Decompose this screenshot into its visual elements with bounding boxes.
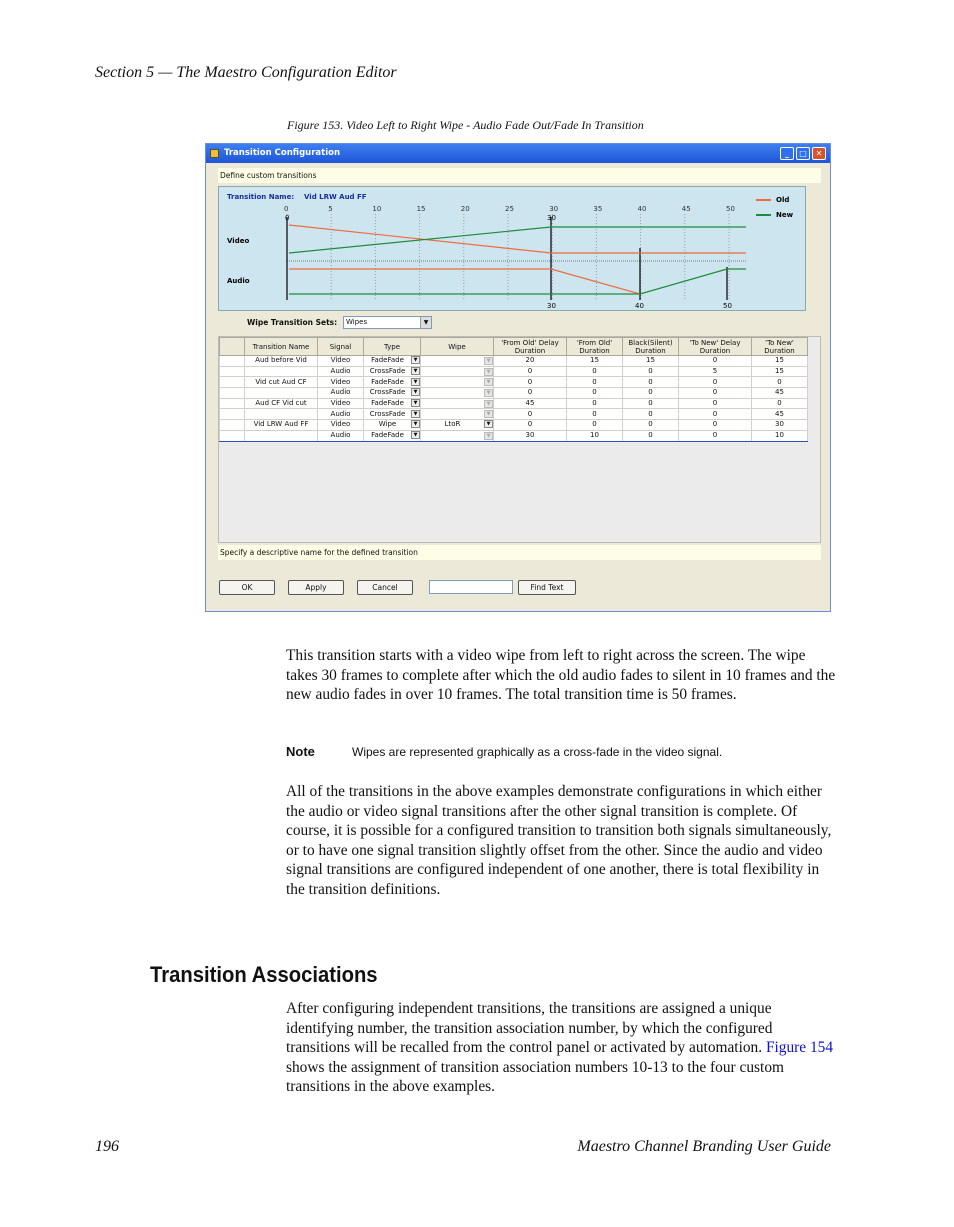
cell-black-duration-value: 0 — [648, 431, 653, 440]
cell-to-new-duration[interactable] — [752, 366, 808, 377]
cell-signal-value: Video — [330, 377, 351, 386]
type-dropdown-icon[interactable]: ▼ — [411, 420, 420, 428]
audio-new-line — [289, 269, 746, 294]
cell-type-value: CrossFade — [369, 409, 406, 418]
cell-wipe[interactable] — [421, 377, 494, 388]
cell-to-new-duration[interactable] — [752, 409, 808, 420]
cell-type-value: FadeFade — [371, 399, 404, 408]
cell-black-duration-value: 0 — [648, 377, 653, 386]
cell-signal[interactable] — [318, 366, 364, 377]
status-text: Specify a descriptive name for the defined transition — [218, 545, 821, 560]
minimize-icon[interactable]: _ — [780, 147, 794, 160]
table-row[interactable] — [220, 356, 808, 367]
cell-from-old-delay[interactable] — [494, 420, 567, 431]
cell-type[interactable] — [364, 409, 421, 420]
cell-from-old-delay[interactable] — [494, 366, 567, 377]
cell-black-duration-value: 0 — [648, 399, 653, 408]
find-text-button[interactable]: Find Text — [518, 580, 576, 595]
wipe-sets-label: Wipe Transition Sets: — [247, 318, 338, 327]
row-header[interactable] — [220, 420, 245, 431]
cell-from-old-delay-value: 20 — [525, 356, 535, 365]
cell-transition-name[interactable] — [245, 356, 318, 367]
cell-from-old-delay-value: 0 — [527, 409, 533, 418]
table-row[interactable] — [220, 430, 808, 441]
cell-to-new-duration-value: 45 — [775, 409, 784, 418]
wipe-dropdown-icon[interactable]: ▼ — [484, 400, 493, 408]
header-from-old-duration[interactable]: 'From Old' Duration — [567, 338, 623, 356]
cell-to-new-duration[interactable] — [752, 398, 808, 409]
wipe-dropdown-icon[interactable]: ▼ — [484, 420, 493, 428]
cell-type[interactable] — [364, 420, 421, 431]
cell-to-new-delay[interactable] — [679, 388, 752, 399]
maximize-icon[interactable]: □ — [796, 147, 810, 160]
cell-from-old-duration-value: 0 — [592, 409, 597, 418]
cell-black-duration[interactable] — [623, 377, 679, 388]
cell-black-duration[interactable] — [623, 366, 679, 377]
cancel-button[interactable]: Cancel — [357, 580, 413, 595]
cell-to-new-duration-value: 15 — [775, 367, 784, 376]
tick-label-0: 0 — [284, 205, 289, 213]
app-icon — [210, 149, 219, 158]
cell-black-duration-value: 0 — [648, 420, 653, 429]
paragraph-3-text-a: After configuring independent transitions, the transitions are assigned a unique identifying number, the transition association number, by which the configured transitions will be recalled from the control panel or activated by automation. — [286, 1000, 773, 1057]
chart-name-value: Vid LRW Aud FF — [304, 193, 367, 201]
cell-signal[interactable] — [318, 430, 364, 441]
cell-type[interactable] — [364, 366, 421, 377]
apply-button[interactable]: Apply — [288, 580, 344, 595]
tick-label-20: 20 — [460, 205, 470, 213]
cell-to-new-duration[interactable] — [752, 388, 808, 399]
tick-label-40: 40 — [637, 205, 647, 213]
ok-button[interactable]: OK — [219, 580, 275, 595]
row-header[interactable] — [220, 430, 245, 441]
cell-to-new-delay-value: 0 — [712, 399, 718, 408]
paragraph-3-text-b: shows the assignment of transition association numbers 10-13 to the four custom transitions in the above examples. — [286, 1058, 784, 1096]
cell-black-duration[interactable] — [623, 409, 679, 420]
cell-from-old-delay-value: 0 — [527, 388, 533, 397]
page-number: 196 — [95, 1138, 119, 1155]
cell-to-new-delay[interactable] — [679, 366, 752, 377]
row-header-corner — [220, 338, 245, 356]
cell-wipe[interactable] — [421, 430, 494, 441]
cell-to-new-duration-value: 30 — [775, 420, 784, 429]
marker-top-30: 30 — [547, 214, 556, 222]
header-to-new-delay[interactable]: 'To New' Delay Duration — [679, 338, 752, 356]
header-from-old-delay[interactable]: 'From Old' Delay Duration — [494, 338, 567, 356]
cell-signal[interactable] — [318, 356, 364, 367]
header-black-duration[interactable]: Black(Silent) Duration — [623, 338, 679, 356]
transition-configuration-window — [205, 143, 831, 612]
cell-from-old-delay[interactable] — [494, 409, 567, 420]
cell-from-old-delay[interactable] — [494, 388, 567, 399]
define-label: Define custom transitions — [218, 168, 821, 183]
cell-to-new-duration[interactable] — [752, 356, 808, 367]
figure-154-link[interactable]: Figure 154 — [765, 1039, 834, 1057]
marker-bottom-40: 40 — [635, 302, 644, 310]
cell-from-old-delay-value: 30 — [525, 431, 535, 440]
cell-from-old-delay-value: 0 — [527, 420, 533, 429]
close-icon[interactable]: ✕ — [812, 147, 826, 160]
tick-label-35: 35 — [593, 205, 603, 213]
footer-title: Maestro Channel Branding User Guide — [577, 1138, 831, 1155]
cell-transition-name[interactable] — [245, 388, 318, 399]
window-title: Transition Configuration — [224, 148, 341, 158]
cell-black-duration-value: 0 — [648, 388, 653, 397]
type-dropdown-icon[interactable]: ▼ — [411, 399, 420, 407]
cell-transition-name[interactable] — [245, 398, 318, 409]
cell-wipe[interactable] — [421, 388, 494, 399]
cell-to-new-delay-value: 0 — [712, 420, 718, 429]
cell-transition-name[interactable] — [245, 409, 318, 420]
cell-transition-name[interactable] — [245, 377, 318, 388]
cell-signal-value: Video — [330, 420, 351, 429]
cell-to-new-delay[interactable] — [679, 377, 752, 388]
cell-to-new-delay-value: 0 — [712, 431, 718, 440]
cell-to-new-delay-value: 0 — [712, 356, 718, 365]
cell-to-new-duration-value: 45 — [775, 388, 784, 397]
cell-from-old-delay-value: 0 — [527, 367, 533, 376]
cell-from-old-delay[interactable] — [494, 430, 567, 441]
chart-name-label: Transition Name: — [227, 193, 295, 201]
transition-grid — [218, 336, 821, 543]
dropdown-arrow-icon[interactable]: ▼ — [420, 317, 431, 328]
table-row[interactable] — [220, 377, 808, 388]
audio-old-line — [289, 269, 640, 294]
note-label: Note — [286, 744, 315, 759]
cell-signal[interactable] — [318, 377, 364, 388]
cell-from-old-delay-value: 0 — [527, 377, 533, 386]
find-text-input[interactable] — [429, 580, 513, 594]
cell-wipe[interactable] — [421, 356, 494, 367]
cell-signal-value: Video — [330, 399, 351, 408]
cell-signal[interactable] — [318, 398, 364, 409]
section-heading: Transition Associations — [150, 962, 378, 987]
cell-from-old-duration[interactable] — [567, 420, 623, 431]
video-row-label: Video — [227, 237, 250, 245]
cell-from-old-duration[interactable] — [567, 356, 623, 367]
cell-to-new-delay[interactable] — [679, 420, 752, 431]
cell-to-new-delay[interactable] — [679, 409, 752, 420]
paragraph-2: All of the transitions in the above examples demonstrate configurations in which either the audio or video signal transitions after the other signal transition is complete. Of course, it is possible for a configured transition to transition both signals simultaneously, or to have one signal transition slightly offset from the other. Since the audio and video signal transitions are configured independent of one another, there is total flexibility in the transition definitions. — [286, 783, 832, 898]
cell-black-duration-value: 0 — [648, 367, 653, 376]
wipe-dropdown-icon[interactable]: ▼ — [484, 432, 493, 440]
cell-signal-value: Audio — [330, 367, 351, 376]
cell-to-new-delay-value: 0 — [712, 388, 718, 397]
note — [286, 744, 722, 759]
cell-to-new-duration-value: 0 — [777, 377, 782, 386]
wipe-dropdown-icon[interactable]: ▼ — [484, 357, 493, 365]
cell-type-value: FadeFade — [371, 431, 404, 440]
cell-transition-name[interactable] — [245, 420, 318, 431]
cell-to-new-delay[interactable] — [679, 356, 752, 367]
row-header[interactable] — [220, 356, 245, 367]
cell-black-duration[interactable] — [623, 356, 679, 367]
cell-from-old-duration-value: 0 — [592, 420, 597, 429]
cell-from-old-duration[interactable] — [567, 388, 623, 399]
paragraph-3 — [286, 999, 836, 1097]
tick-label-10: 10 — [372, 205, 382, 213]
cell-from-old-delay[interactable] — [494, 398, 567, 409]
cell-signal-value: Audio — [330, 431, 351, 440]
header-to-new-duration[interactable]: 'To New' Duration — [752, 338, 808, 356]
cell-to-new-duration-value: 0 — [777, 399, 782, 408]
cell-to-new-delay[interactable] — [679, 398, 752, 409]
type-dropdown-icon[interactable]: ▼ — [411, 388, 420, 396]
cell-type[interactable] — [364, 430, 421, 441]
type-dropdown-icon[interactable]: ▼ — [411, 367, 420, 375]
cell-to-new-delay-value: 0 — [712, 377, 718, 386]
header-type[interactable]: Type — [364, 338, 421, 356]
cell-type[interactable] — [364, 388, 421, 399]
cell-transition-name[interactable] — [245, 366, 318, 377]
cell-wipe[interactable] — [421, 366, 494, 377]
cell-signal[interactable] — [318, 409, 364, 420]
cell-wipe[interactable] — [421, 409, 494, 420]
cell-transition-name-value: Vid cut Aud CF — [255, 377, 307, 386]
title-bar — [206, 144, 830, 163]
table-row[interactable] — [220, 420, 808, 431]
cell-to-new-duration[interactable] — [752, 377, 808, 388]
cell-from-old-duration-value: 15 — [590, 356, 599, 365]
cell-to-new-delay[interactable] — [679, 430, 752, 441]
row-header[interactable] — [220, 398, 245, 409]
type-dropdown-icon[interactable]: ▼ — [411, 356, 420, 364]
marker-bottom-30: 30 — [547, 302, 556, 310]
legend-old-label: Old — [776, 196, 790, 204]
wipe-dropdown-icon[interactable]: ▼ — [484, 410, 493, 418]
wipe-sets-select[interactable] — [343, 316, 432, 329]
row-header[interactable] — [220, 388, 245, 399]
cell-black-duration-value: 15 — [646, 356, 655, 365]
row-header[interactable] — [220, 377, 245, 388]
cell-black-duration[interactable] — [623, 430, 679, 441]
cell-transition-name-value: Aud before Vid — [255, 356, 307, 365]
cell-signal-value: Video — [330, 356, 351, 365]
transition-table — [219, 337, 808, 442]
cell-from-old-delay-value: 45 — [525, 399, 535, 408]
wipe-sets-value: Wipes — [346, 318, 368, 326]
cell-transition-name-value: Aud CF Vid cut — [255, 399, 307, 408]
cell-type[interactable] — [364, 377, 421, 388]
running-header: Section 5 — The Maestro Configuration Editor — [95, 64, 397, 81]
wipe-dropdown-icon[interactable]: ▼ — [484, 378, 493, 386]
tick-label-45: 45 — [681, 205, 691, 213]
type-dropdown-icon[interactable]: ▼ — [411, 431, 420, 439]
tick-label-50: 50 — [726, 205, 735, 213]
tick-label-30: 30 — [549, 205, 559, 213]
cell-type-value: Wipe — [378, 420, 397, 429]
cell-type-value: FadeFade — [371, 356, 404, 365]
cell-from-old-duration[interactable] — [567, 377, 623, 388]
tick-label-15: 15 — [416, 205, 426, 213]
cell-from-old-duration[interactable] — [567, 430, 623, 441]
cell-from-old-duration-value: 0 — [592, 399, 597, 408]
tick-label-5: 5 — [328, 205, 333, 213]
marker-top-0: 0 — [285, 214, 290, 222]
cell-transition-name-value: Vid LRW Aud FF — [253, 420, 309, 429]
cell-to-new-duration[interactable] — [752, 420, 808, 431]
figure-caption: Figure 153. Video Left to Right Wipe - Audio Fade Out/Fade In Transition — [287, 118, 644, 132]
cell-from-old-duration[interactable] — [567, 409, 623, 420]
cell-black-duration[interactable] — [623, 398, 679, 409]
table-row[interactable] — [220, 388, 808, 399]
cell-from-old-duration[interactable] — [567, 398, 623, 409]
cell-wipe-value: LtoR — [444, 420, 461, 429]
header-signal[interactable]: Signal — [318, 338, 364, 356]
table-header-row — [220, 338, 808, 356]
cell-from-old-duration-value: 0 — [592, 388, 597, 397]
cell-black-duration[interactable] — [623, 388, 679, 399]
cell-from-old-delay[interactable] — [494, 377, 567, 388]
cell-to-new-duration[interactable] — [752, 430, 808, 441]
cell-from-old-duration[interactable] — [567, 366, 623, 377]
cell-to-new-delay-value: 0 — [712, 409, 718, 418]
cell-from-old-duration-value: 0 — [592, 367, 597, 376]
cell-black-duration[interactable] — [623, 420, 679, 431]
video-old-line — [289, 225, 746, 253]
cell-to-new-duration-value: 10 — [775, 431, 784, 440]
row-header[interactable] — [220, 366, 245, 377]
header-wipe[interactable]: Wipe — [421, 338, 494, 356]
wipe-dropdown-icon[interactable]: ▼ — [484, 368, 493, 376]
table-row[interactable] — [220, 366, 808, 377]
cell-signal-value: Audio — [330, 409, 351, 418]
cell-transition-name[interactable] — [245, 430, 318, 441]
cell-from-old-delay[interactable] — [494, 356, 567, 367]
cell-signal-value: Audio — [330, 388, 351, 397]
cell-type-value: CrossFade — [369, 388, 406, 397]
cell-type-value: CrossFade — [369, 367, 406, 376]
table-row[interactable] — [220, 409, 808, 420]
cell-black-duration-value: 0 — [648, 409, 653, 418]
cell-to-new-duration-value: 15 — [775, 356, 784, 365]
cell-signal[interactable] — [318, 420, 364, 431]
cell-wipe[interactable] — [421, 420, 494, 431]
cell-type-value: FadeFade — [371, 377, 404, 386]
note-text: Wipes are represented graphically as a cross-fade in the video signal. — [352, 745, 723, 759]
audio-row-label: Audio — [227, 277, 250, 285]
transition-chart — [218, 186, 806, 311]
type-dropdown-icon[interactable]: ▼ — [411, 410, 420, 418]
cell-from-old-duration-value: 0 — [592, 377, 597, 386]
tick-label-25: 25 — [505, 205, 514, 213]
cell-from-old-duration-value: 10 — [590, 431, 599, 440]
row-header[interactable] — [220, 409, 245, 420]
header-transition-name[interactable]: Transition Name — [245, 338, 318, 356]
cell-to-new-delay-value: 5 — [712, 367, 718, 376]
cell-signal[interactable] — [318, 388, 364, 399]
cell-type[interactable] — [364, 356, 421, 367]
cell-type[interactable] — [364, 398, 421, 409]
paragraph-1: This transition starts with a video wipe from left to right across the screen. The wipe takes 30 frames to complete after which the old audio fades to silent in 10 frames and the new audio fades in over 10 frames. The total transition time is 50 frames. — [286, 647, 836, 704]
table-row[interactable] — [220, 398, 808, 409]
marker-bottom-50: 50 — [723, 302, 732, 310]
type-dropdown-icon[interactable]: ▼ — [411, 378, 420, 386]
wipe-dropdown-icon[interactable]: ▼ — [484, 389, 493, 397]
legend-new-label: New — [776, 211, 794, 219]
cell-wipe[interactable] — [421, 398, 494, 409]
